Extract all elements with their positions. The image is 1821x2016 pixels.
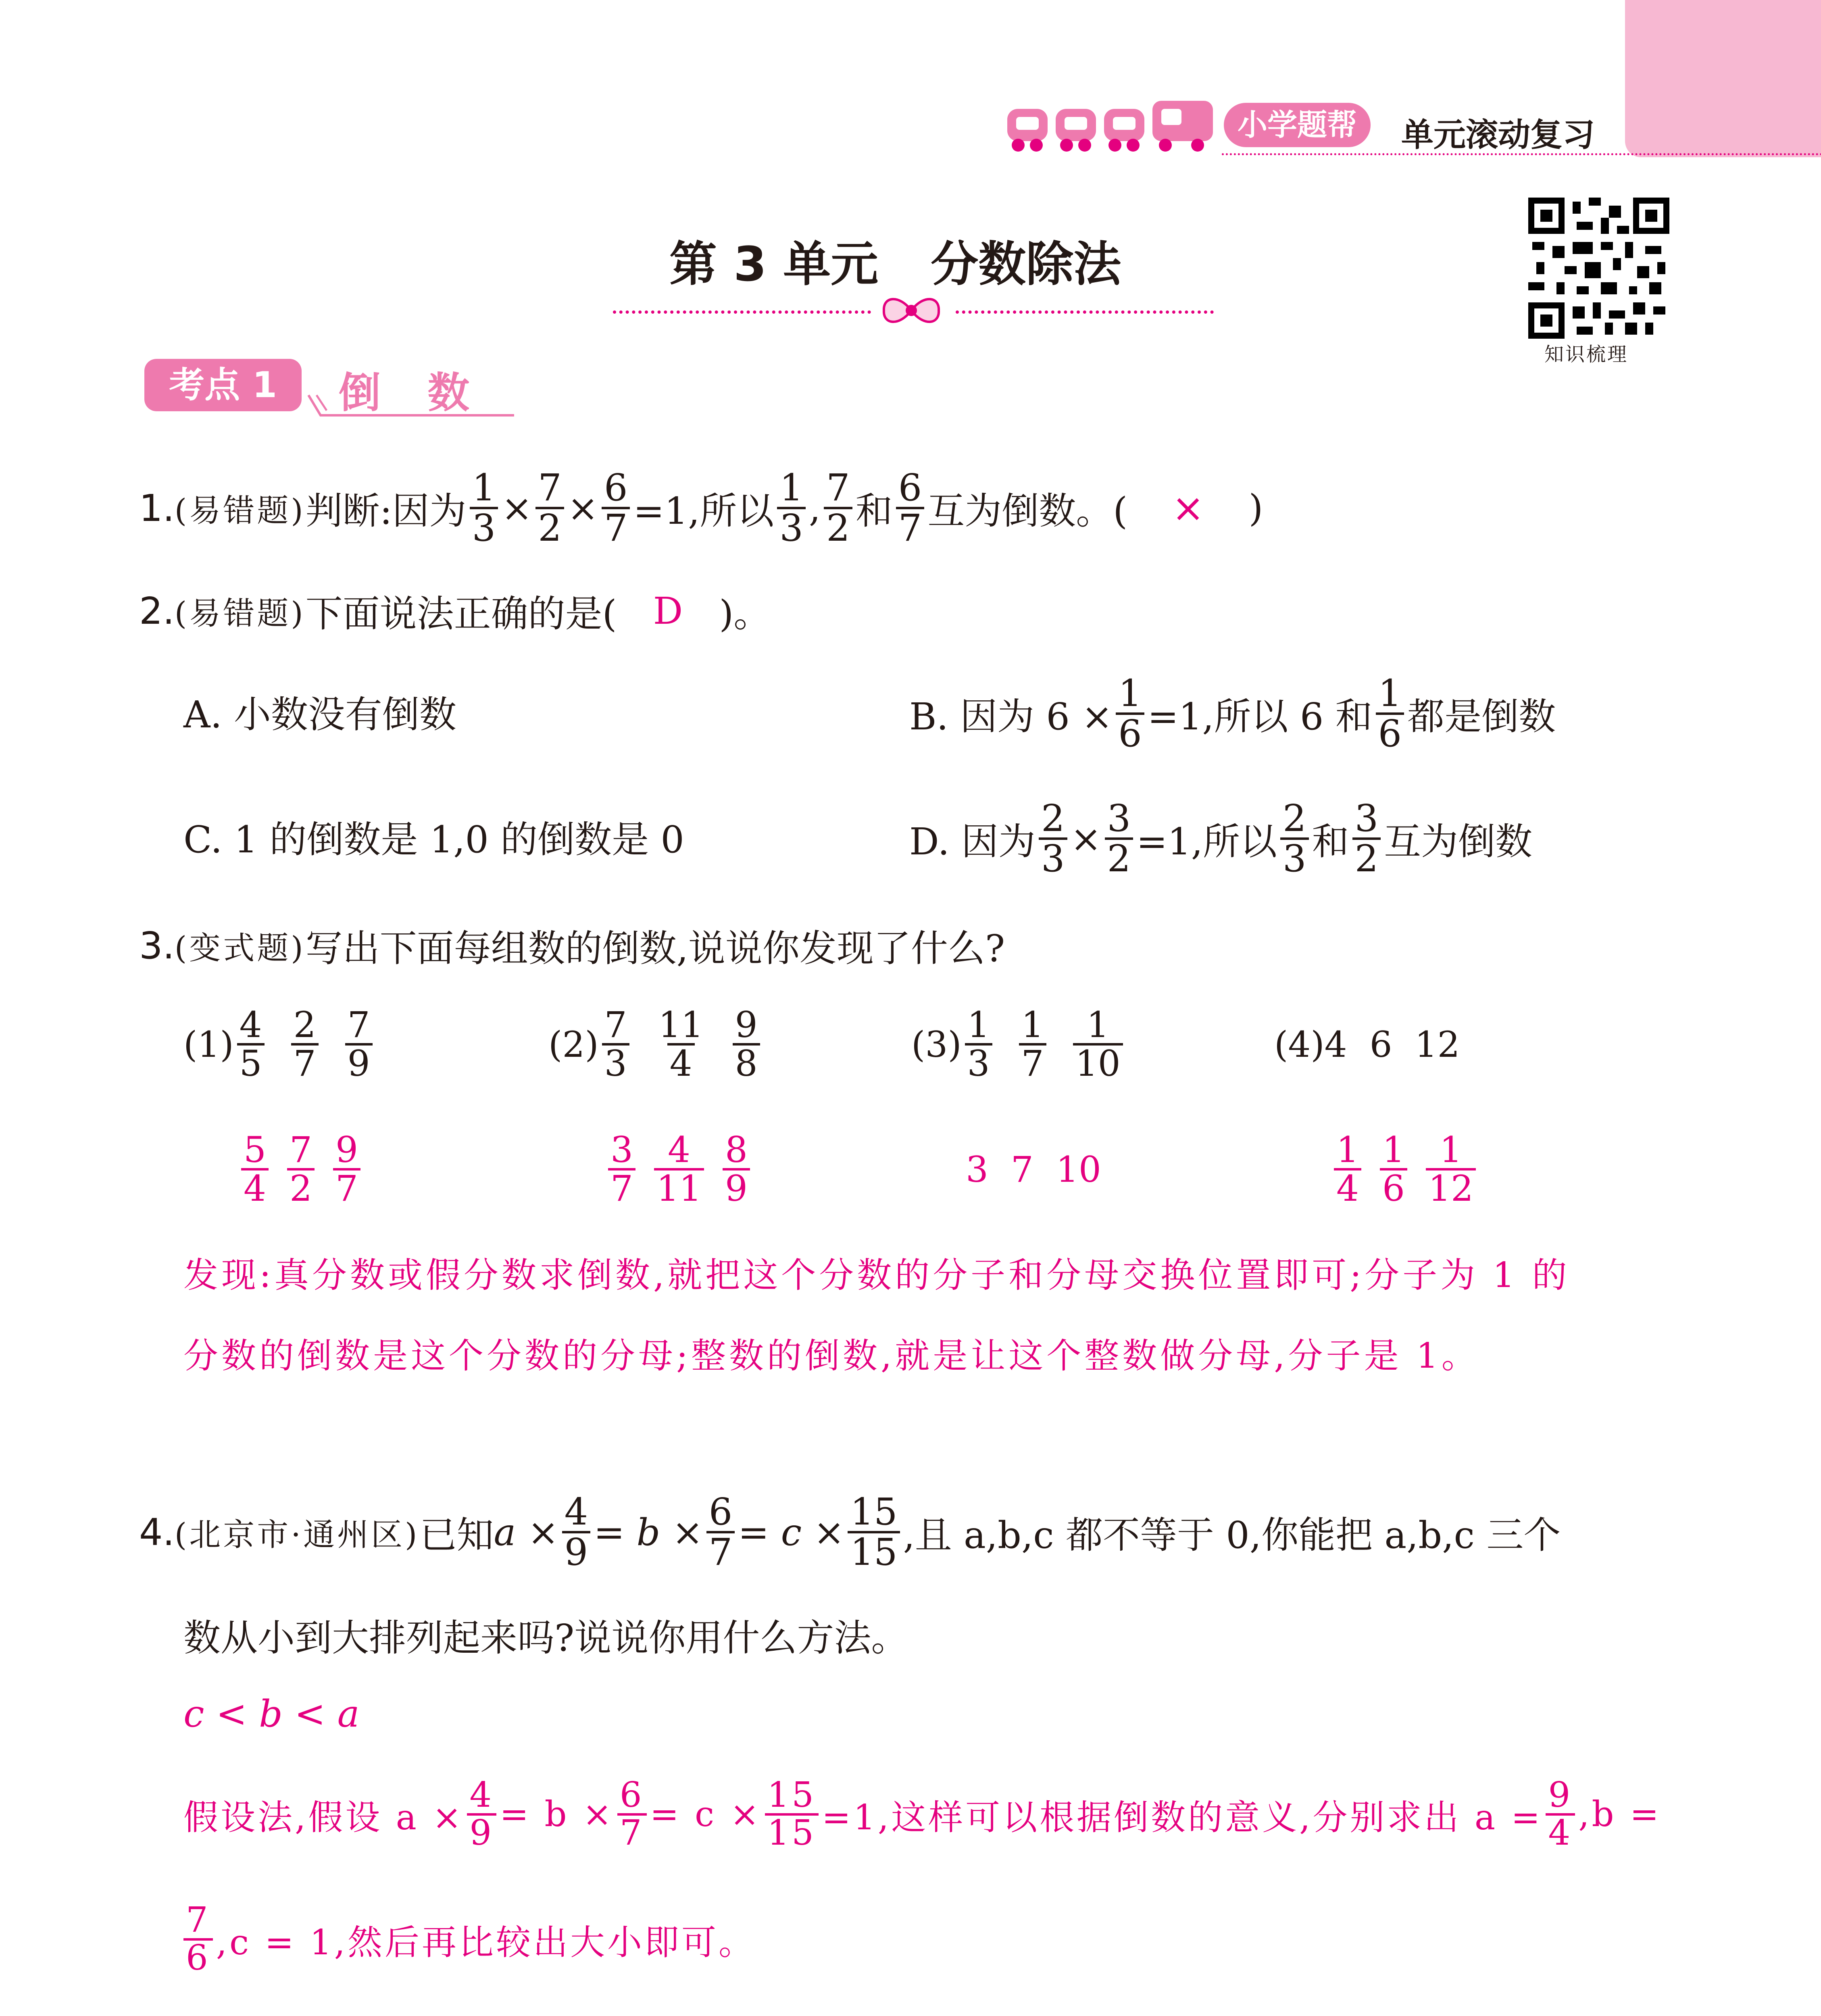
fraction: $\frac{4}{9}$	[562, 1493, 591, 1571]
q4-answer-end: 7 6 ,c = 1,然后再比较出大小即可。	[183, 1895, 756, 1984]
fraction: 7 2	[824, 469, 852, 547]
page-title	[669, 226, 1121, 294]
q4-lead: 已知	[419, 1514, 494, 1557]
kaodian-name: 倒 数	[339, 368, 486, 417]
fraction: 1 3	[965, 1007, 992, 1082]
q1-lead: 判断:因为	[305, 489, 467, 533]
fraction: 7 2	[535, 469, 564, 547]
q2-tag: (易错题)	[174, 596, 306, 632]
q3-finding-line-2: 分数的倒数是这个分数的分母;整数的倒数,就是让这个整数做分母,分子是 1。	[183, 1336, 1479, 1376]
fraction: 7 9	[345, 1007, 373, 1082]
header-bar	[1004, 81, 1633, 157]
q3-tag: (变式题)	[174, 930, 306, 966]
q2-option-b: B. 因为 6 × $\frac{1}{6}$ =1,所以 6 和 1 6 都是倒数	[909, 672, 1556, 755]
fraction: 4 11	[654, 1132, 704, 1207]
q3-group-4: (4)4 6 12	[1274, 1023, 1460, 1065]
q3-finding-line-1: 发现:真分数或假分数求倒数,就把这个分数的分子和分母交换位置即可;分子为 1 的	[183, 1255, 1570, 1295]
q3-answer-3: 3 7 10	[966, 1148, 1101, 1190]
kaodian-badge	[144, 359, 302, 411]
question-1: 1. (易错题) 判断:因为 1 3 × 7 2 × $\frac{6}{7}$ =1,所以 1 3 , 7 2 和 6 7 互为倒数。( × )	[139, 466, 1263, 550]
q3-group-3: (3) 1 3 1 7 1 10	[911, 1000, 1126, 1089]
kaodian-label: 考点 1	[169, 364, 277, 406]
fraction: 9 7	[333, 1132, 360, 1207]
q1-and: 和	[855, 489, 893, 533]
q4-answer-order: c < b < a	[183, 1692, 360, 1735]
q2-answer[interactable]: D	[653, 589, 683, 633]
fraction: $\frac{6}{7}$	[706, 1493, 735, 1571]
q3-group-1: (1) 4 5 2 7 7 9	[183, 1000, 376, 1089]
fraction: 6 7	[896, 469, 925, 547]
fraction: 9 8	[733, 1007, 760, 1082]
q4-number: 4.	[139, 1510, 175, 1554]
title-divider-right	[956, 310, 1214, 314]
q1-sep: ,	[808, 486, 821, 530]
fraction: 7 2	[287, 1132, 315, 1207]
fraction: 3 7	[608, 1132, 635, 1207]
q3-answer-2	[605, 1125, 753, 1214]
qr-caption: 知识梳理	[1544, 343, 1629, 366]
fraction: 7 6	[183, 1903, 213, 1976]
fraction: 5 4	[241, 1132, 269, 1207]
q4-answer-method: 假设法,假设 a × $\frac{4}{9}$ = b × $\frac{6}{7}$ = c × $\frac{15}{15}$ =1,这样可以根据倒数的意义,分别求出 a = $\frac{9}{4}$ ,b =	[183, 1775, 1661, 1853]
fraction: $\frac{9}{4}$	[1546, 1778, 1575, 1851]
fraction: $\frac{2}{3}$	[1039, 800, 1067, 878]
corner-tab	[1625, 0, 1821, 157]
fraction: 8 9	[723, 1132, 750, 1207]
kaodian-underline	[306, 391, 516, 419]
fraction: 1 12	[1426, 1132, 1476, 1207]
q1-close: )	[1248, 486, 1263, 530]
fraction: $\frac{15}{15}$	[848, 1493, 900, 1571]
brand-badge	[1224, 103, 1371, 147]
bow-icon	[879, 290, 944, 331]
header-underline	[1222, 153, 1821, 155]
q2-option-a: A. 小数没有倒数	[183, 693, 456, 736]
q3-text: 写出下面每组数的倒数,说说你发现了什么?	[305, 927, 1005, 970]
fraction: 1 6	[1376, 675, 1404, 753]
q2-option-c: C. 1 的倒数是 1,0 的倒数是 0	[183, 818, 684, 861]
fraction: 1 6	[1380, 1132, 1407, 1207]
q4-tag: (北京市·通州区)	[174, 1517, 420, 1553]
q1-eq: =1,所以	[633, 489, 774, 533]
q3-group-2: (2) 7 3 11 4 9 8	[548, 1000, 763, 1089]
question-4: 4. (北京市·通州区) 已知 a × $\frac{4}{9}$ = b × $\frac{6}{7}$ = c × $\frac{15}{15}$ ,且 a,b,c 都不等于 0,你能把 a,b,c 三个	[139, 1490, 1561, 1574]
fraction: 11 4	[658, 1004, 704, 1084]
fraction: 1 7	[1019, 1007, 1046, 1082]
section-label: 单元滚动复习	[1401, 116, 1595, 154]
question-3	[139, 919, 1005, 972]
fraction: 2 7	[291, 1007, 319, 1082]
q3-answer-4	[1331, 1125, 1479, 1214]
q3-answer-1	[238, 1125, 364, 1214]
title-divider-left	[613, 310, 871, 314]
topic-label: 分数除法	[931, 236, 1121, 292]
q1-tail: 互为倒数。(	[927, 489, 1128, 533]
fraction: $\frac{1}{6}$	[1116, 675, 1144, 753]
train-icon	[1004, 97, 1214, 157]
fraction: $\frac{3}{2}$	[1105, 800, 1133, 878]
fraction: 2 3	[1280, 800, 1309, 878]
unit-label: 第 3 单元	[669, 236, 879, 292]
q4-line-2: 数从小到大排列起来吗?说说你用什么方法。	[183, 1616, 908, 1660]
fraction: $\frac{15}{15}$	[765, 1778, 819, 1851]
fraction: 7 3	[602, 1007, 629, 1082]
q3-number: 3.	[139, 924, 175, 967]
question-2	[139, 585, 771, 637]
fraction: 1 3	[470, 469, 498, 547]
fraction: 1 4	[1334, 1132, 1361, 1207]
q2-number: 2.	[139, 589, 175, 633]
qr-code-icon[interactable]	[1528, 198, 1669, 339]
fraction: $\frac{6}{7}$	[602, 469, 630, 547]
q1-number: 1.	[139, 486, 175, 530]
q1-answer[interactable]: ×	[1172, 485, 1204, 531]
q2-option-d: D. 因为 $\frac{2}{3}$ × $\frac{3}{2}$ =1,所以 2 3 和 3 2 互为倒数	[909, 797, 1533, 880]
q2-close: )。	[719, 592, 771, 635]
q2-text: 下面说法正确的是(	[305, 592, 617, 635]
fraction: 1 10	[1073, 1007, 1123, 1082]
fraction: $\frac{6}{7}$	[617, 1778, 647, 1851]
brand-label: 小学题帮	[1238, 108, 1357, 142]
fraction: 3 2	[1352, 800, 1381, 878]
fraction: $\frac{4}{9}$	[467, 1778, 496, 1851]
fraction: 4 5	[237, 1007, 265, 1082]
q1-tag: (易错题)	[174, 493, 306, 529]
fraction: 1 3	[777, 469, 806, 547]
